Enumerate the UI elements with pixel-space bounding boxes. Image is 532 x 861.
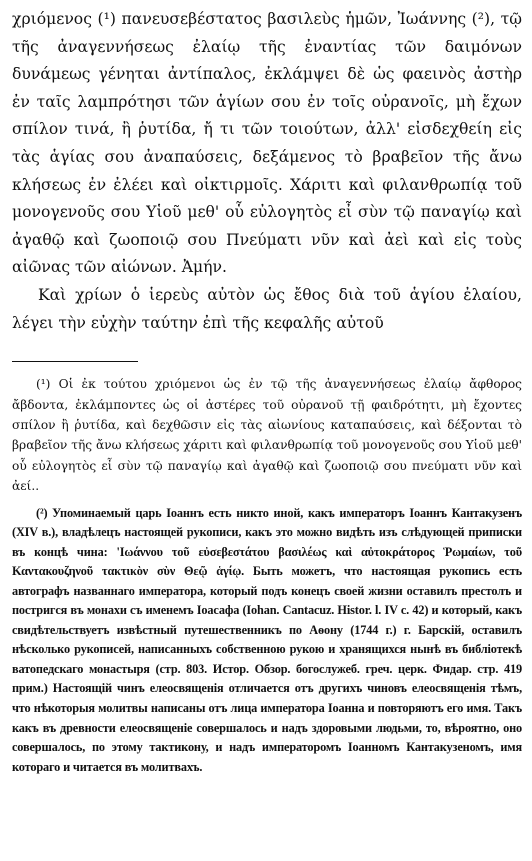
footnote-separator — [12, 361, 138, 362]
footnote-2: (²) Упоминаемый царь Іоаннъ есть никто иной, какъ императоръ Іоаннъ Кантакузенъ (XIV в.), владѣлецъ настоящей рукописи, какъ это можно видѣть изъ слѣдующей приписки въ концѣ чина: 'Ιωάννου τοῦ εὐσεβεστάτου βασιλέως καὶ αὐτοκράτορος Ῥωμαίων, τοῦ Καντακουζηνοῦ τακτικὸν σὺν Θεῷ ἁγίῳ. Быть можетъ, что настоящая рукопись есть автографъ названнаго императора, который подъ конецъ своей жизни оставилъ престолъ и постригся въ монахи съ именемъ Іоасафа (Iohan. Cantacuz. Histor. l. IV c. 42) и который, какъ свидѣтельствуетъ извѣстный путешественникъ по Аѳону (1744 г.) г. Барскій, оставилъ нѣсколько рукописей, написанныхъ собственною рукою и хранящихся нынѣ въ библіотекѣ ватопедскаго монастыря (стр. 803. Истор. Обзор. богослужеб. греч. церк. Фидар. стр. 419 прим.) Настоящій чинъ елеосвященія отличается отъ другихъ чиновъ елеосвященія тѣмъ, что нѣкоторыя молитвы написаны отъ лица императора Іоанна и повторяютъ его имя. Такъ какъ въ древности елеосвященіе совершалось и надъ здоровыми людьми, то, вѣроятно, оно совершалось, по этому тактикону, и надъ императоромъ Іоанномъ Кантакузеномъ, имя котораго и читается въ молитвахъ. — [12, 505, 522, 774]
main-text — [12, 6, 522, 337]
footnotes — [12, 374, 522, 777]
rubric-paragraph: Καὶ χρίων ὁ ἱερεὺς αὐτὸν ὡς ἔθος διὰ τοῦ ἁγίου ἐλαίου, λέγει τὴν εὐχὴν ταύτην ἐπὶ τῆς κεφαλῆς αὐτοῦ — [12, 285, 522, 332]
footnote-1: (¹) Οἱ ἐκ τούτου χριόμενοι ὡς ἐν τῷ τῆς ἀναγεννήσεως ἐλαίῳ ἄφθορος ἄβδοντα, ἐκλάμποντες ὡς οἱ ἀστέρες τοῦ οὐρανοῦ τῇ φαιδρότητι, μὴ ἔχοντες σπίλον ἢ ῥυτίδα, καὶ δεχθῶσιν εἰς τὰς αἰωνίους καταπαύσεις, καὶ δέξονται τὸ βραβεῖον τῆς ἄνω κλήσεως χάριτι καὶ φιλανθρωπίᾳ τοῦ μονογενοῦς σου Υἱοῦ μεθ' οὗ εὐλογητὸς εἶ σὺν τῷ παναγίῳ καὶ ἀγαθῷ καὶ ζωοποιῷ σου πνεύματι νῦν καὶ ἀεί.. — [12, 377, 522, 494]
main-paragraph: χριόμενος (¹) πανευσεβέστατος βασιλεὺς ἡμῶν, Ἰωάννης (²), τῷ τῆς ἀναγεννήσεως ἐλαίῳ τῆς ἐναντίας τῶν δαιμόνων δυνάμεως γένηται ἀντίπαλος, ἐκλάμψει δὲ ὡς φαεινὸς ἀστὴρ ἐν ταῖς λαμπρότησι τῶν ἁγίων σου ἐν τοῖς οὐρανοῖς, μὴ ἔχων σπίλον τινά, ἢ ῥυτίδα, ἤ τι τῶν τοιούτων, ἀλλ' εἰσδεχθείη εἰς τὰς ἁγίας σου ἀναπαύσεις, δεξάμενος τὸ βραβεῖον τῆς ἄνω κλήσεως ἐν ἐλέει καὶ οἰκτιρμοῖς. Χάριτι καὶ φιλανθρωπίᾳ τοῦ μονογενοῦς σου Υἱοῦ μεθ' οὗ εὐλογητὸς εἶ σὺν τῷ παναγίῳ καὶ ἀγαθῷ καὶ ζωοποιῷ σου Πνεύματι νῦν καὶ ἀεὶ καὶ εἰς τοὺς αἰῶνας τῶν αἰώνων. Ἀμήν. — [12, 10, 522, 277]
